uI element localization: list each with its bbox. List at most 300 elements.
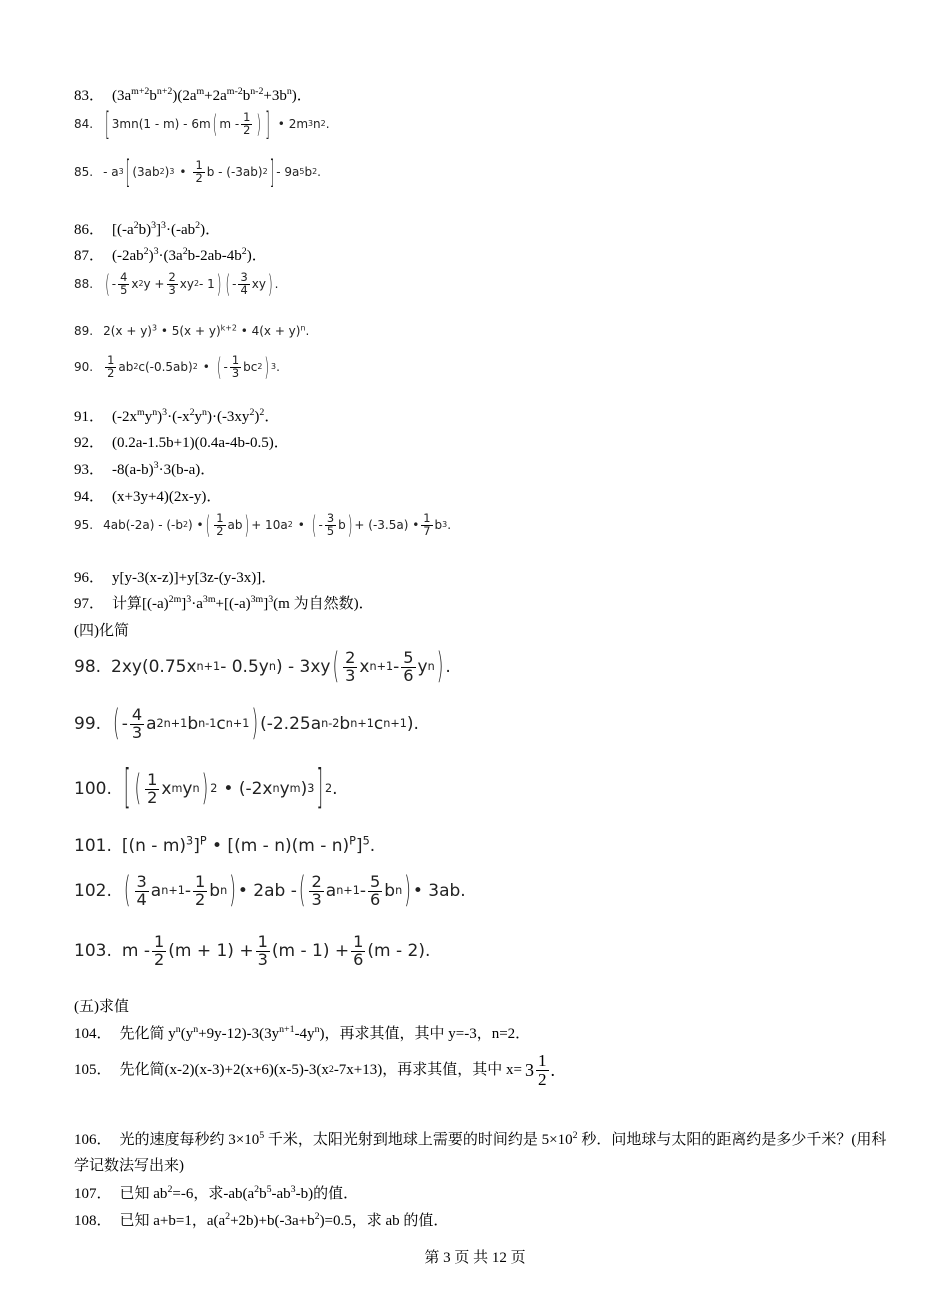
- math-text: 4: [120, 270, 128, 284]
- math-text: 1: [257, 932, 268, 951]
- math-text: b: [187, 714, 199, 735]
- math-text: (: [216, 352, 222, 383]
- math-text: 6: [369, 889, 381, 909]
- exponent: 2m: [168, 594, 182, 606]
- math-text: ): [251, 703, 259, 746]
- math-text: (: [311, 510, 317, 541]
- math-text: 5: [403, 648, 414, 667]
- exponent: 2: [249, 407, 255, 419]
- math-text: (: [113, 703, 120, 746]
- problem-104: [74, 1025, 530, 1043]
- math-text: ): [229, 870, 236, 913]
- math-text: [135, 874, 149, 909]
- math-text: b: [209, 881, 221, 902]
- exponent: P: [349, 834, 356, 848]
- problem-98: 98. 2xy(0.75x n+1 - 0.5y n ) - 3xy ( $\frac{2}{3}$ x n+1 - $\frac{5}{6}$ y n ) .: [74, 646, 451, 689]
- math-text: 光的速度每秒约 3×10: [119, 1132, 260, 1148]
- problem-101: [74, 834, 376, 856]
- math-text: • 4(x + y): [240, 324, 301, 338]
- math-text: (m + 1) +: [168, 941, 254, 962]
- math-text: (: [225, 269, 231, 300]
- exponent: 3m: [250, 594, 264, 606]
- math-text: (: [123, 870, 131, 913]
- exponent: 2: [241, 246, 247, 258]
- math-text: .: [550, 1060, 556, 1081]
- math-text: [(n - m): [121, 836, 187, 856]
- math-text: ): [254, 409, 260, 425]
- math-text: 2: [153, 949, 165, 969]
- math-text: -: [121, 714, 128, 735]
- math-text: 2: [345, 648, 356, 667]
- section-heading-4: (四)化简: [74, 623, 129, 639]
- math-text: 83．: [74, 88, 105, 104]
- math-text: ): [216, 269, 222, 300]
- math-text: 千米，太阳光射到地球上需要的时间约是 5×10: [264, 1132, 573, 1148]
- math-text: )=0.5，求 ab 的值．: [319, 1213, 449, 1229]
- math-text: • 3ab.: [412, 881, 466, 902]
- math-text: [: [105, 105, 110, 144]
- math-text: 106．: [74, 1132, 112, 1148]
- exponent: 2: [314, 1211, 320, 1223]
- math-text: ): [164, 165, 170, 180]
- math-text: )．: [291, 88, 312, 104]
- math-text: .: [447, 518, 452, 533]
- math-text: [152, 934, 166, 969]
- math-text: ]: [263, 596, 269, 612]
- math-text: 3: [231, 365, 240, 380]
- math-text: c(-0.5ab): [138, 360, 193, 375]
- math-text: ]: [193, 836, 200, 856]
- math-text: ) - 3xy: [275, 657, 331, 678]
- math-text: c: [373, 714, 384, 735]
- exponent: 2: [225, 1211, 231, 1223]
- math-text: ·(-ab: [165, 222, 196, 238]
- exponent: 2: [254, 1184, 260, 1196]
- math-text: 7: [423, 523, 431, 538]
- math-text: (m 为自然数)．: [273, 596, 374, 612]
- math-text: •: [297, 518, 305, 533]
- problem-95: 95. 4ab(-2a) - (-b 2 ) • ( $\frac{1}{2}$ ab ) + 10a 2 • ( - $\frac{3}{5}$ b ) + (-3.5a) • $\frac{1}{7}$ b 3 .: [74, 513, 451, 538]
- exponent: 2: [195, 220, 201, 232]
- math-text: )(2a: [172, 88, 197, 104]
- math-text: ): [267, 269, 273, 300]
- math-text: ): [201, 768, 209, 811]
- math-text: y: [144, 409, 153, 425]
- exponent: 3: [151, 323, 158, 333]
- math-text: ]: [181, 596, 187, 612]
- problem-90: 90. $\frac{1}{2}$ ab 2 c(-0.5ab) 2 • ( - $\frac{1}{3}$ bc 2 ) 3 .: [74, 355, 280, 380]
- math-text: y: [279, 779, 290, 800]
- math-text: b-2ab-4b: [187, 248, 242, 264]
- math-text: 5: [326, 523, 335, 538]
- math-text: • (-2x: [223, 779, 273, 800]
- math-text: +3b: [263, 88, 287, 104]
- math-text: -: [359, 881, 366, 902]
- math-text: 104．: [74, 1026, 112, 1042]
- math-text: •: [179, 165, 187, 180]
- exponent: 3: [290, 1184, 296, 1196]
- math-text: 1: [147, 770, 158, 789]
- math-text: [238, 272, 249, 297]
- math-text: [343, 650, 357, 685]
- math-text: 92．: [74, 435, 105, 451]
- math-text: +2b)+b(-3a+b: [230, 1213, 315, 1229]
- math-text: .: [276, 360, 280, 375]
- math-text: -7x+13)，再求其值，其中 x=: [333, 1062, 522, 1079]
- math-text: b: [338, 518, 346, 533]
- exponent: 5: [266, 1184, 272, 1196]
- math-text: 100.: [74, 779, 112, 800]
- exponent: 3: [151, 220, 157, 232]
- math-text: b: [384, 881, 396, 902]
- problem-96: [74, 569, 276, 587]
- math-text: (: [105, 269, 110, 300]
- math-text: 91．: [74, 409, 105, 425]
- exponent: 2: [133, 220, 139, 232]
- problem-100: 100. [ ( $\frac{1}{2}$ x m y n ) 2 • (-2x n y m ) 3 ] 2 .: [74, 762, 338, 817]
- exponent: n: [286, 86, 292, 98]
- math-text: 4ab(-2a) - (-b: [103, 518, 183, 533]
- math-text: x: [359, 657, 370, 678]
- math-text: 6: [353, 949, 364, 969]
- math-text: 108．: [74, 1213, 112, 1229]
- math-text: [(-a: [112, 222, 134, 238]
- problem-91: [74, 408, 279, 426]
- math-text: =-6，求-ab(a: [172, 1186, 255, 1202]
- math-text: ): [300, 779, 308, 800]
- exponent: 3: [186, 594, 192, 606]
- math-text: [351, 934, 365, 969]
- math-text: -4y: [294, 1026, 315, 1042]
- problem-106: [74, 1127, 894, 1179]
- math-text: (-2.25a: [260, 714, 322, 735]
- math-text: ·a: [191, 596, 203, 612]
- problem-103: [74, 934, 430, 969]
- math-text: m -: [121, 941, 150, 962]
- fraction: [241, 112, 252, 137]
- math-text: ): [347, 510, 353, 541]
- math-text: -: [223, 360, 228, 375]
- math-text: x: [131, 277, 139, 292]
- math-text: -ab: [271, 1186, 291, 1202]
- math-text: - 1: [198, 277, 215, 292]
- math-text: ·3(b-a)．: [158, 462, 216, 478]
- problem-107: [74, 1185, 358, 1203]
- math-text: [368, 874, 382, 909]
- math-text: 3: [131, 722, 143, 742]
- exponent: m: [196, 86, 205, 98]
- math-text: y +: [143, 277, 165, 292]
- math-text: - a: [103, 165, 119, 180]
- math-text: y[y-3(x-z)]+y[3z-(y-3x)]．: [112, 570, 277, 586]
- math-text: 96．: [74, 570, 105, 586]
- math-text: 87．: [74, 248, 105, 264]
- math-text: ): [264, 352, 270, 383]
- exponent: n+1: [279, 1024, 295, 1036]
- math-text: [118, 272, 129, 297]
- math-text: ．: [264, 409, 280, 425]
- problem-84: 84. [ 3mn(1 - m) - 6m ( m - $\frac{1}{2}$ ) ] • 2m 3 n 2 .: [74, 112, 330, 137]
- math-text: -: [184, 881, 191, 902]
- math-text: b: [259, 1186, 267, 1202]
- math-text: 94．: [74, 489, 105, 505]
- math-text: [256, 934, 270, 969]
- problem-86: [74, 221, 220, 239]
- math-text: 85.: [74, 165, 94, 180]
- math-text: .: [445, 657, 451, 678]
- mixed-number: [525, 1052, 555, 1089]
- exponent: n: [300, 323, 306, 333]
- math-text: 2(x + y): [103, 324, 152, 338]
- exponent: 3: [153, 246, 159, 258]
- exponent: k+2: [220, 323, 237, 333]
- math-text: 3: [311, 889, 322, 909]
- math-text: ).: [406, 714, 419, 735]
- math-text: -: [232, 277, 237, 292]
- math-text: a: [325, 881, 337, 902]
- math-text: .: [305, 324, 310, 338]
- math-text: y: [417, 657, 428, 678]
- math-text: 103.: [74, 941, 112, 962]
- math-text: )·(-3xy: [206, 409, 250, 425]
- math-text: y: [182, 779, 193, 800]
- math-text: ]: [156, 222, 162, 238]
- math-text: ): [436, 646, 444, 689]
- math-text: 3: [257, 949, 268, 969]
- math-text: • 2m: [277, 117, 309, 132]
- math-text: ·(3a: [158, 248, 183, 264]
- exponent: n: [202, 407, 207, 419]
- math-text: 2: [107, 365, 115, 380]
- math-text: x: [161, 779, 172, 800]
- math-text: + (-3.5a) •: [354, 518, 420, 533]
- math-text: 5: [120, 282, 128, 297]
- math-text: xy: [179, 277, 194, 292]
- math-text: 4: [131, 705, 143, 724]
- page-footer: 第 3 页 共 12 页: [424, 1250, 526, 1266]
- math-text: 先化简 y: [119, 1026, 176, 1042]
- math-text: c: [216, 714, 226, 735]
- math-text: a: [150, 881, 162, 902]
- math-text: 2: [195, 889, 206, 909]
- math-text: 97．: [74, 596, 105, 612]
- math-text: 2: [216, 523, 224, 538]
- math-text: )．: [246, 248, 267, 264]
- math-text: • 5(x + y): [160, 324, 221, 338]
- math-text: [: [123, 762, 131, 817]
- exponent: 3: [162, 407, 168, 419]
- exponent: 2: [259, 407, 265, 419]
- math-text: 105．: [74, 1062, 112, 1079]
- math-text: 计算[(-a): [112, 596, 169, 612]
- math-text: 84.: [74, 117, 94, 132]
- math-text: a: [146, 714, 157, 735]
- math-text: .: [325, 117, 330, 132]
- math-text: (-2x: [112, 409, 138, 425]
- math-text: (m - 2).: [367, 941, 431, 962]
- math-text: ·(-x: [167, 409, 190, 425]
- math-text: 99.: [74, 714, 102, 735]
- exponent: 2: [182, 246, 188, 258]
- exponent: 3: [153, 460, 159, 472]
- math-text: [105, 355, 116, 380]
- math-text: )，再求其值，其中 y=-3，n=2．: [319, 1026, 531, 1042]
- math-text: 1: [537, 1051, 547, 1070]
- math-text: b: [434, 518, 443, 533]
- math-text: b: [149, 88, 157, 104]
- math-text: (: [212, 109, 218, 140]
- problem-94: [74, 488, 221, 506]
- exponent: m: [137, 407, 145, 419]
- exponent: n: [193, 1024, 199, 1036]
- math-text: 1: [423, 511, 431, 525]
- math-text: ): [256, 109, 262, 140]
- math-text: [230, 355, 241, 380]
- math-text: • 2ab -: [237, 881, 297, 902]
- math-text: •: [202, 360, 210, 375]
- math-text: ): [148, 248, 154, 264]
- math-text: [167, 272, 178, 297]
- exponent: 3: [186, 834, 194, 848]
- exponent: 3: [161, 220, 166, 232]
- math-text: 4: [136, 889, 147, 909]
- math-text: 1: [243, 110, 251, 124]
- math-text: 1: [107, 353, 115, 367]
- math-text: 4: [240, 282, 248, 297]
- problem-105: 105． 先化简(x-2)(x-3)+2(x+6)(x-5)-3(x 2 -7x+13)，再求其值，其中 x= 3 $\frac{1}{2}$ .: [74, 1051, 556, 1089]
- math-text: (3ab: [132, 165, 160, 180]
- exponent: 2: [189, 407, 195, 419]
- math-text: [536, 1052, 549, 1089]
- problem-102: 102. ( $\frac{3}{4}$ a n+1 - $\frac{1}{2}$ b n ) • 2ab - ( $\frac{2}{3}$ a n+1 - $\frac{5}{6}$ b n ) • 3ab.: [74, 870, 466, 913]
- math-text: 3: [240, 270, 248, 284]
- problem-97: [74, 595, 374, 613]
- math-text: (m - 1) +: [271, 941, 350, 962]
- math-text: 101.: [74, 836, 112, 856]
- math-text: 3: [326, 511, 335, 525]
- exponent: 5: [259, 1130, 265, 1142]
- math-text: 89.: [74, 324, 94, 338]
- math-text: -: [393, 657, 400, 678]
- math-text: -: [318, 518, 323, 533]
- math-text: )．: [200, 222, 221, 238]
- math-text: 已知 ab: [119, 1186, 168, 1202]
- problem-85: 85. - a 3 [ (3ab 2 ) 3 • $\frac{1}{2}$ b - (-3ab) 2 ] - 9a 5 b 2 .: [74, 160, 321, 185]
- math-text: [421, 513, 432, 538]
- exponent: n+2: [156, 86, 173, 98]
- math-text: (3a: [112, 88, 132, 104]
- math-text: .: [317, 165, 321, 180]
- math-text: 2: [147, 787, 158, 807]
- math-text: 2: [243, 122, 251, 137]
- math-text: 6: [403, 665, 414, 685]
- exponent: 3: [268, 594, 274, 606]
- math-text: m -: [219, 117, 240, 132]
- math-text: 3: [524, 1060, 534, 1081]
- math-text: 1: [231, 353, 240, 367]
- math-text: .: [274, 277, 279, 292]
- math-text: (: [332, 646, 340, 689]
- math-text: b - (-3ab): [206, 165, 263, 180]
- exponent: n: [152, 407, 158, 419]
- exponent: 5: [362, 834, 370, 848]
- math-text: 1: [195, 158, 203, 172]
- problem-99: 99. ( - $\frac{4}{3}$ a 2n+1 b n-1 c n+1 ) (-2.25a n-2 b n+1 c n+1 ).: [74, 703, 419, 746]
- math-text: n: [313, 117, 321, 132]
- math-text: - 0.5y: [220, 657, 269, 678]
- math-text: ]: [265, 105, 270, 144]
- problem-92: [74, 434, 289, 452]
- math-text: 102.: [74, 881, 112, 902]
- math-text: 1: [353, 932, 364, 951]
- math-text: 3: [136, 872, 147, 891]
- problem-89: [74, 322, 309, 340]
- math-text: [130, 707, 144, 742]
- math-text: • [(m - n)(m - n): [212, 836, 350, 856]
- math-text: 1: [195, 872, 206, 891]
- exponent: m+2: [131, 86, 150, 98]
- math-text: 86．: [74, 222, 105, 238]
- math-text: 2: [168, 270, 176, 284]
- exponent: 2: [572, 1130, 578, 1142]
- math-text: (0.2a-1.5b+1)(0.4a-4b-0.5)．: [112, 435, 289, 451]
- math-text: ): [244, 510, 250, 541]
- math-text: 已知 a+b=1，a(a: [119, 1213, 226, 1229]
- math-text: ab: [118, 360, 134, 375]
- exponent: n-2: [250, 86, 264, 98]
- math-text: bc: [243, 360, 258, 375]
- math-text: 93．: [74, 462, 105, 478]
- math-text: [325, 513, 336, 538]
- math-text: ) •: [188, 518, 204, 533]
- math-text: 3mn(1 - m) - 6m: [111, 117, 211, 132]
- section-heading-5: (五)求值: [74, 999, 129, 1015]
- fraction: [193, 160, 204, 185]
- math-text: - 9a: [276, 165, 300, 180]
- math-text: (: [134, 768, 142, 811]
- math-text: (-2ab: [112, 248, 144, 264]
- math-text: 2: [195, 170, 203, 185]
- math-text: [145, 772, 159, 807]
- problem-88: 88. ( - $\frac{4}{5}$ x 2 y + $\frac{2}{3}$ xy 2 - 1 ) ( - $\frac{3}{4}$ xy ) .: [74, 272, 278, 297]
- math-text: ]: [269, 153, 275, 192]
- math-text: [401, 650, 415, 685]
- math-text: b: [242, 88, 251, 104]
- math-text: ]: [316, 762, 324, 817]
- exponent: m-2: [226, 86, 243, 98]
- problem-93: [74, 461, 215, 479]
- math-text: (x+3y+4)(2x-y)．: [112, 489, 222, 505]
- math-text: [309, 874, 323, 909]
- math-text: 90.: [74, 360, 94, 375]
- math-text: .: [369, 836, 376, 856]
- math-text: (y: [180, 1026, 194, 1042]
- problem-87: [74, 247, 267, 265]
- math-text: xy: [251, 277, 266, 292]
- exponent: 2: [167, 1184, 173, 1196]
- math-text: 2xy(0.75x: [111, 657, 197, 678]
- math-text: b: [304, 165, 313, 180]
- math-text: -8(a-b): [112, 462, 154, 478]
- math-text: y: [194, 409, 203, 425]
- math-text: 1: [216, 511, 224, 525]
- math-text: +2a: [204, 88, 227, 104]
- math-text: + 10a: [251, 518, 288, 533]
- math-text: 2: [311, 872, 322, 891]
- exponent: P: [199, 834, 207, 848]
- math-text: 1: [153, 932, 165, 951]
- math-text: [193, 874, 207, 909]
